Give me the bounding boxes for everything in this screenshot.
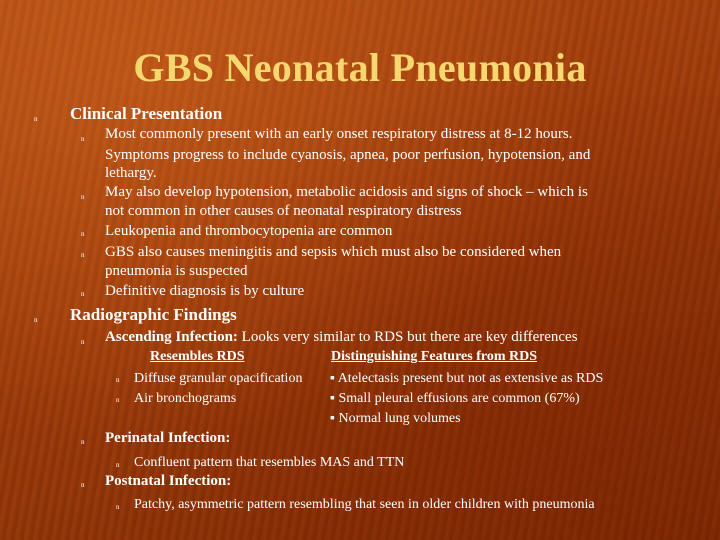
clinical-item-1-line-1: Most commonly present with an early onset respiratory distress at 8-12 hours. bbox=[105, 126, 573, 142]
clinical-item-5: Definitive diagnosis is by culture bbox=[105, 283, 305, 299]
bullet-icon: n bbox=[34, 115, 38, 123]
bullet-icon: n bbox=[116, 376, 120, 384]
clinical-item-2-line-1: May also develop hypotension, metabolic acidosis and signs of shock – which is bbox=[105, 184, 588, 200]
resembles-item-2: Air bronchograms bbox=[134, 391, 237, 406]
clinical-item-4-line-2: pneumonia is suspected bbox=[105, 263, 248, 279]
resembles-item-1: Diffuse granular opacification bbox=[134, 371, 303, 386]
clinical-item-1-line-2: Symptoms progress to include cyanosis, apnea, poor perfusion, hypotension, and bbox=[105, 147, 591, 163]
ascending-line bbox=[105, 330, 578, 345]
bullet-icon: n bbox=[81, 251, 85, 259]
clinical-item-1-line-3: lethargy. bbox=[105, 165, 157, 181]
heading-radiographic: Radiographic Findings bbox=[70, 305, 237, 324]
bullet-icon: n bbox=[81, 135, 85, 143]
bullet-icon: n bbox=[116, 396, 120, 404]
clinical-item-4-line-1: GBS also causes meningitis and sepsis which must also be considered when bbox=[105, 244, 562, 260]
bullet-icon: n bbox=[81, 438, 85, 446]
bullet-icon: n bbox=[81, 481, 85, 489]
postnatal-item: Patchy, asymmetric pattern resembling that seen in older children with pneumonia bbox=[134, 497, 595, 512]
perinatal-item: Confluent pattern that resembles MAS and TTN bbox=[134, 455, 405, 470]
bullet-icon: n bbox=[81, 230, 85, 238]
bullet-icon: n bbox=[34, 316, 38, 324]
col-header-distinguishing: Distinguishing Features from RDS bbox=[331, 349, 538, 364]
postnatal-label: Postnatal Infection: bbox=[105, 473, 232, 489]
slide-title: GBS Neonatal Pneumonia bbox=[133, 45, 587, 90]
perinatal-label: Perinatal Infection: bbox=[105, 430, 231, 446]
bullet-icon: n bbox=[81, 338, 85, 346]
distinguishing-item-3: ▪ Normal lung volumes bbox=[330, 411, 461, 426]
distinguishing-item-1: ▪ Atelectasis present but not as extensive as RDS bbox=[330, 371, 604, 386]
ascending-text: Looks very similar to RDS but there are key differences bbox=[237, 329, 578, 345]
distinguishing-item-2: ▪ Small pleural effusions are common (67%) bbox=[330, 391, 580, 406]
bullet-icon: n bbox=[116, 503, 120, 511]
col-header-resembles: Resembles RDS bbox=[150, 349, 245, 364]
bullet-icon: n bbox=[116, 461, 120, 469]
heading-clinical: Clinical Presentation bbox=[70, 104, 223, 123]
clinical-item-3: Leukopenia and thrombocytopenia are common bbox=[105, 223, 393, 239]
clinical-item-2-line-2: not common in other causes of neonatal respiratory distress bbox=[105, 203, 462, 219]
bullet-icon: n bbox=[81, 290, 85, 298]
bullet-icon: n bbox=[81, 193, 85, 201]
ascending-label: Ascending Infection: bbox=[105, 329, 238, 345]
